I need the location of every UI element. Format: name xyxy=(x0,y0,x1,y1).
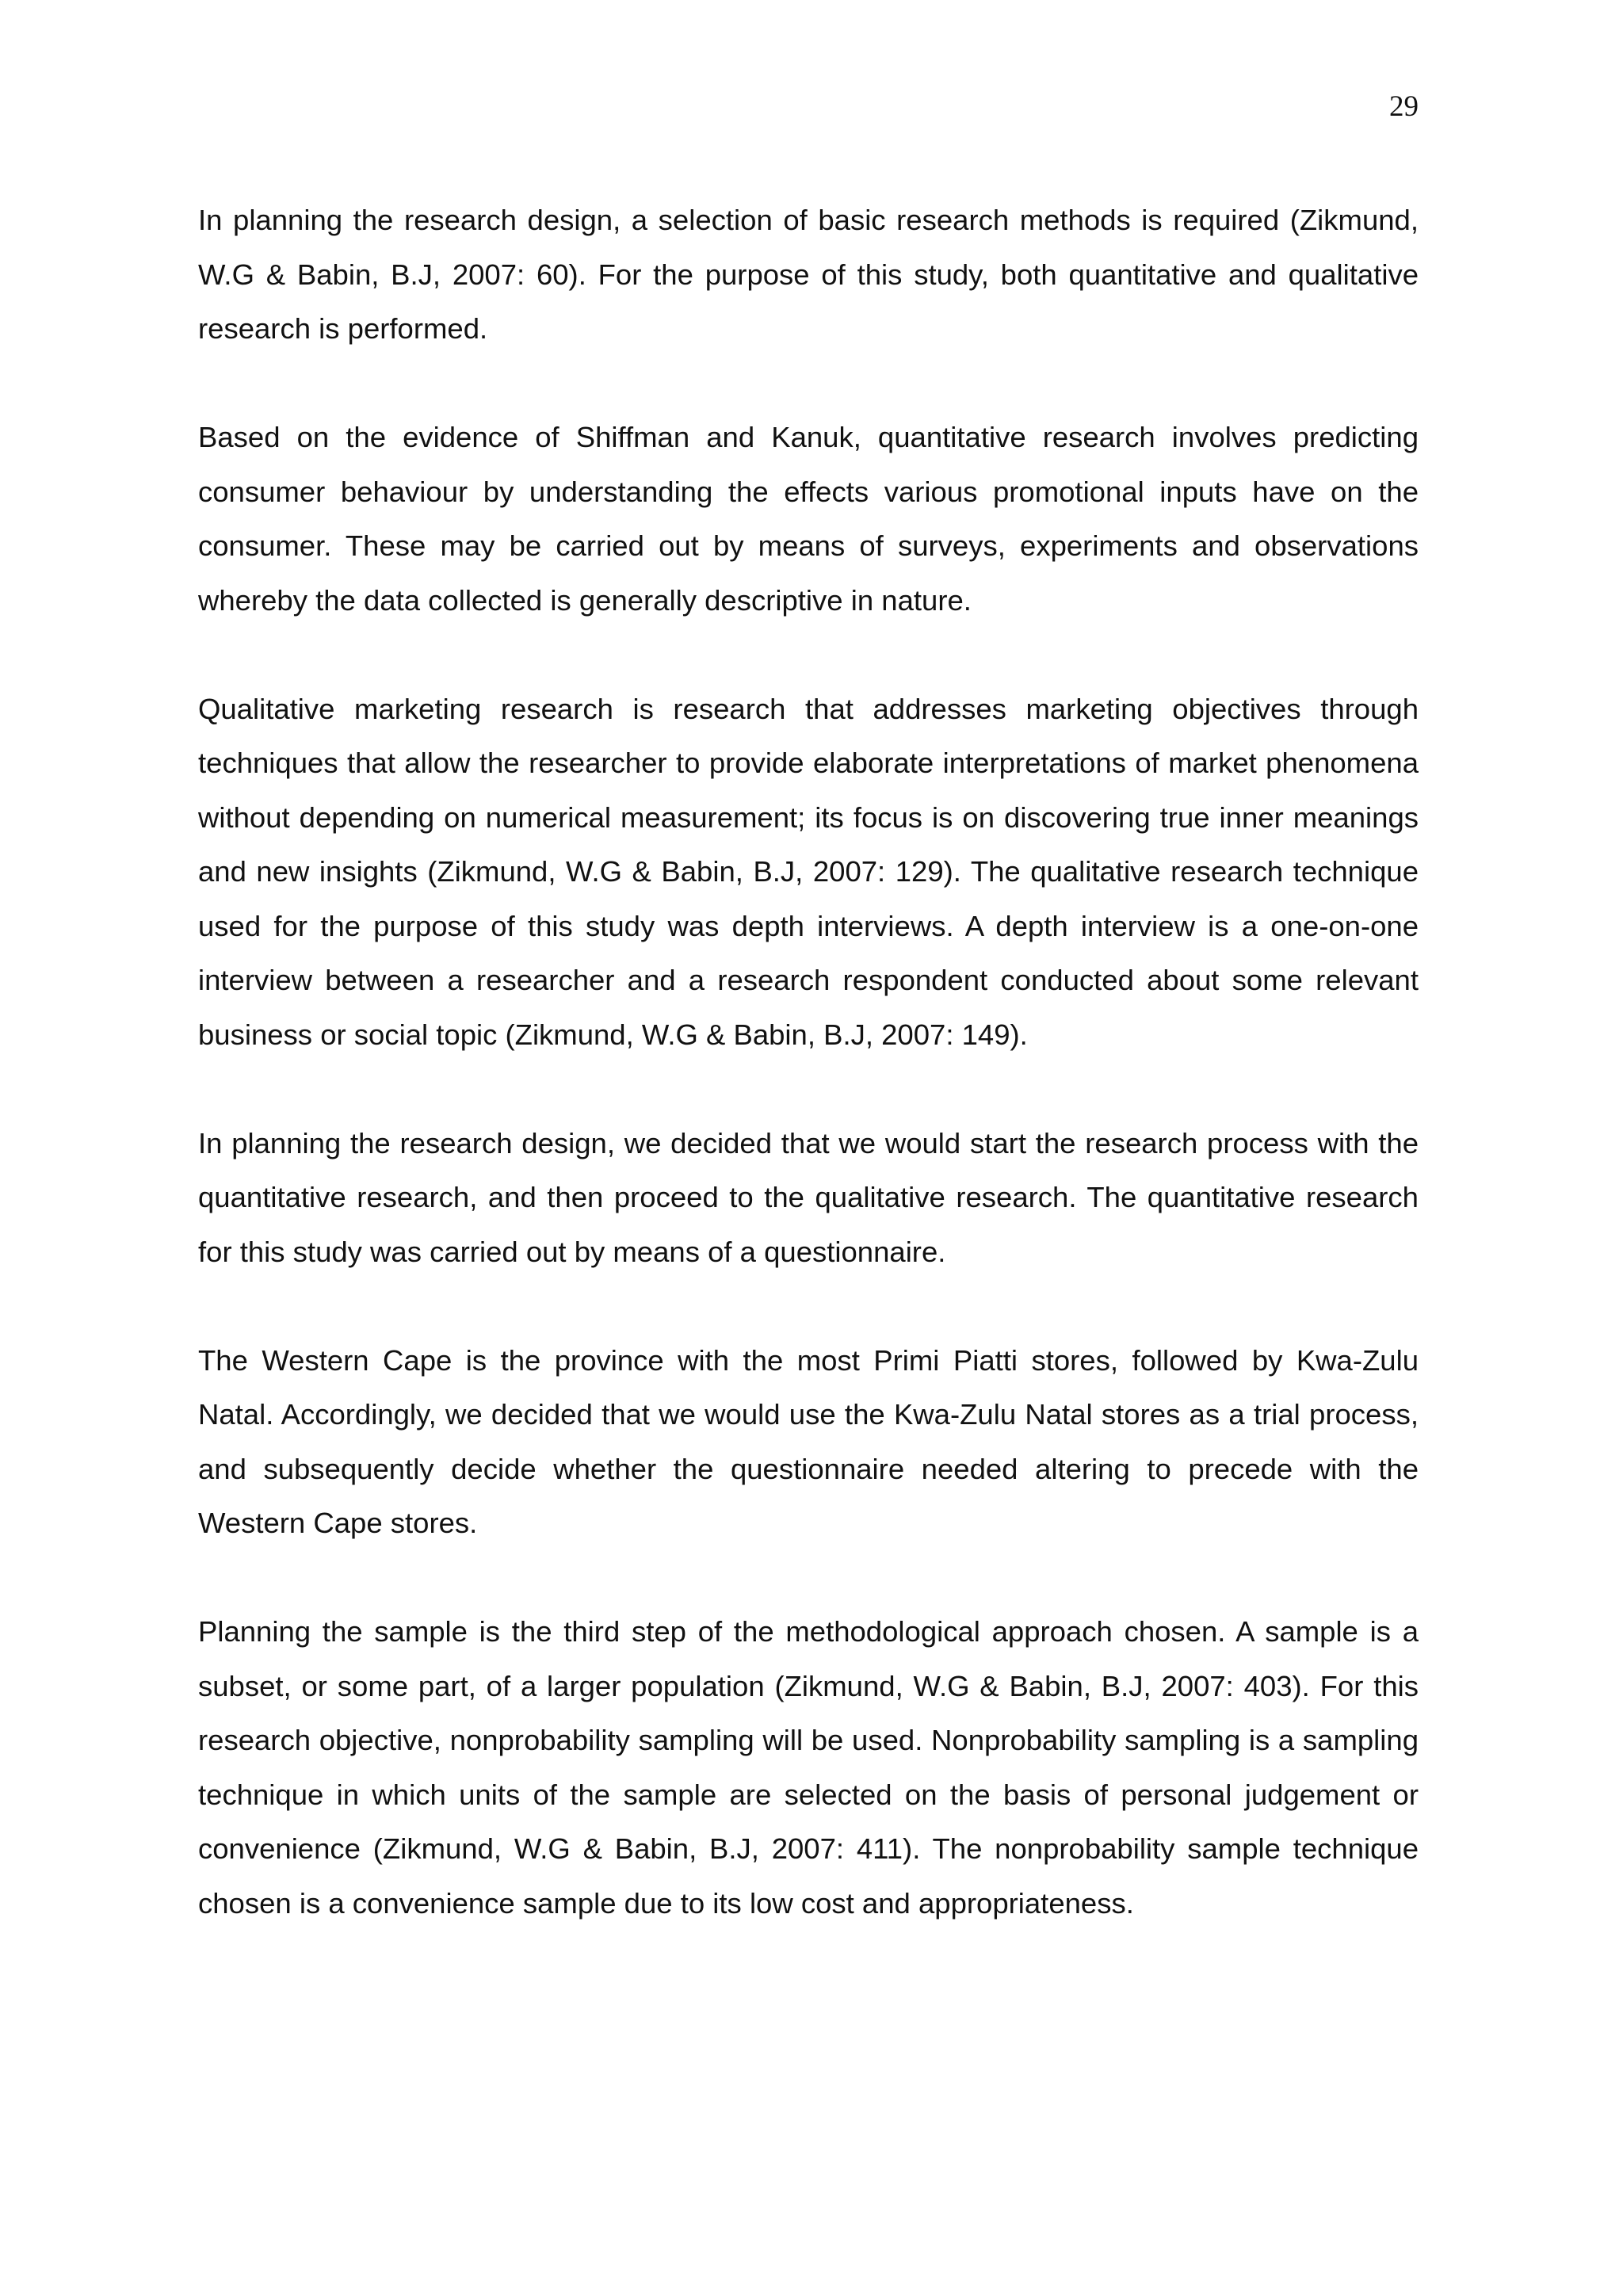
page-number: 29 xyxy=(1389,90,1419,123)
paragraph-sampling: Planning the sample is the third step of the methodological approach chosen. A sample is a subset, or some part, of a larger population (Zikmund, W.G & Babin, B.J, 2007: 403). For this research objective, nonprobability sampling will be used. Nonprobability sampling is a sampling technique in which units of the sample are selected on the basis of personal judgement or convenience (Zikmund, W.G & Babin, B.J, 2007: 411). The nonprobability sample technique chosen is a convenience sample due to its low cost and appropriateness. xyxy=(198,1615,1419,1920)
paragraph-quantitative-research: Based on the evidence of Shiffman and Kanuk, quantitative research involves predicting consumer behaviour by understanding the effects various promotional inputs have on the consumer. These may be carried out by means of surveys, experiments and observations whereby the data collected is generally descriptive in nature. xyxy=(198,421,1419,617)
paragraph-store-selection: The Western Cape is the province with the most Primi Piatti stores, followed by Kwa-Zulu Natal. Accordingly, we decided that we would use the Kwa-Zulu Natal stores as a trial process, and subsequently decide whether the questionnaire needed altering to precede with the Western Cape stores. xyxy=(198,1343,1419,1539)
paragraph-research-methods: In planning the research design, a selection of basic research methods is required (Zikmund, W.G & Babin, B.J, 2007: 60). For the purpose of this study, both quantitative and qualitative research is performed. xyxy=(198,204,1419,345)
paragraph-research-process: In planning the research design, we decided that we would start the research process with the quantitative research, and then proceed to the qualitative research. The quantitative research for this study was carried out by means of a questionnaire. xyxy=(198,1126,1419,1268)
body-text xyxy=(198,193,1419,1931)
paragraph-qualitative-research: Qualitative marketing research is research that addresses marketing objectives through techniques that allow the researcher to provide elaborate interpretations of market phenomena without depending on numerical measurement; its focus is on discovering true inner meanings and new insights (Zikmund, W.G & Babin, B.J, 2007: 129). The qualitative research technique used for the purpose of this study was depth interviews. A depth interview is a one-on-one interview between a researcher and a research respondent conducted about some relevant business or social topic (Zikmund, W.G & Babin, B.J, 2007: 149). xyxy=(198,692,1419,1051)
